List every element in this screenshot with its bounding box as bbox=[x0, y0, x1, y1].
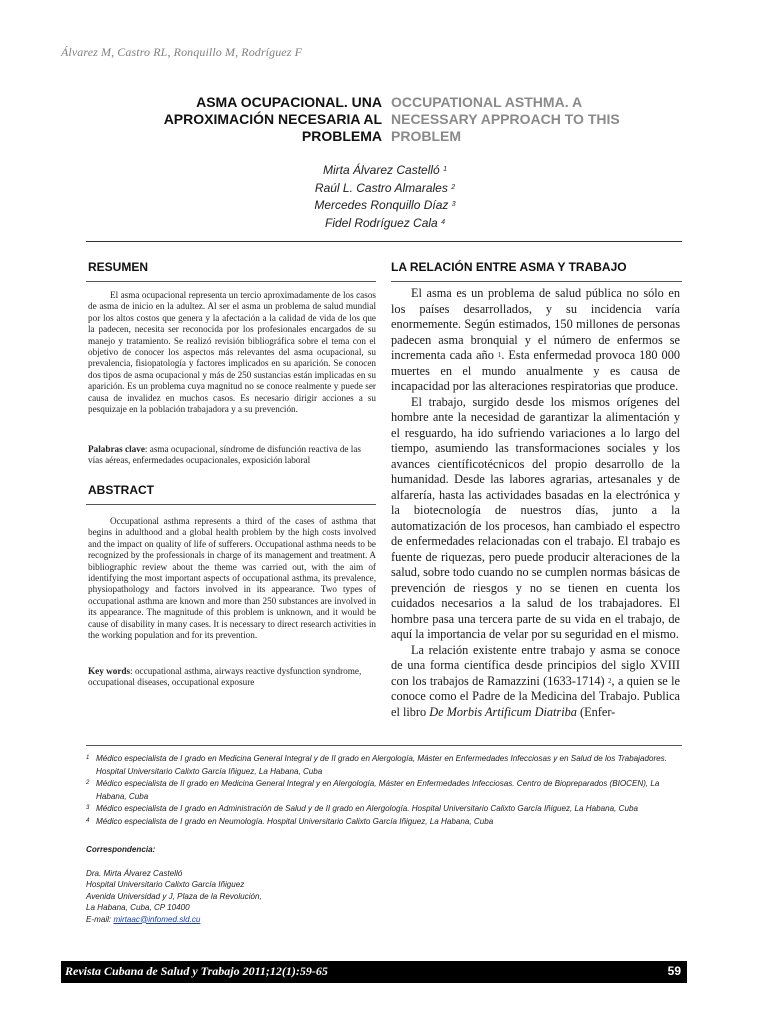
footnote bbox=[86, 803, 682, 816]
footer-bar bbox=[61, 961, 687, 983]
footnote-text: Médico especialista de I grado en Neumología. Hospital Universitario Calixto García Iñiguez, La Habana, Cuba bbox=[96, 816, 494, 826]
author-name: Raúl L. Castro Almarales bbox=[314, 180, 448, 195]
abstract-text: Occupational asthma represents a third of the cases of asthma that begins in adulthood and a global health problem by the high costs involved and the impact on quality of life of sufferers. Occupational asthma needs to be recognized by the professionals in charge of its management and treatment. A bibliographic review about the theme was carried out, with the aim of identifying the most important aspects of occupational asthma, its prevalence, physiopathology and factors involved in its appearance. Two types of occupational asthma are known and more than 250 substances are involved in its appearance. The magnitude of this problem is unknown, and it would be cause of disability in many cases. It is necessary to direct research activities in the working population and for its prevention. bbox=[88, 516, 376, 641]
author-name: Mirta Álvarez Castelló bbox=[323, 163, 440, 177]
title-english bbox=[391, 94, 620, 145]
body-paragraph bbox=[391, 286, 680, 395]
correspondence-line: Avenida Universidad y J, Plaza de la Revolución, bbox=[86, 891, 262, 901]
body-paragraph bbox=[391, 643, 680, 721]
correspondence-line: La Habana, Cuba, CP 10400 bbox=[86, 903, 190, 912]
resumen-keywords bbox=[88, 444, 376, 467]
author-mark: 1 bbox=[443, 166, 447, 173]
title-spanish bbox=[164, 94, 382, 145]
section-heading: LA RELACIÓN ENTRE ASMA Y TRABAJO bbox=[391, 260, 627, 274]
footnote-mark: 3 bbox=[86, 805, 90, 812]
footnote-text: Médico especialista de I grado en Administración de Salud y de II grado en Alergología. Hospital Universitario Calixto García Iñiguez, La Habana, Cuba bbox=[96, 804, 638, 814]
author-item bbox=[250, 215, 520, 233]
keywords-label: Key words bbox=[88, 666, 131, 676]
author-item bbox=[250, 180, 520, 198]
keywords-text: : asma ocupacional, síndrome de disfunción reactiva de las vías aéreas, enfermedades ocupacionales, exposición laboral bbox=[88, 444, 361, 466]
footnote-divider bbox=[86, 745, 682, 746]
section-underline bbox=[391, 281, 682, 282]
abstract-keywords bbox=[88, 666, 376, 689]
body-text bbox=[391, 286, 680, 720]
title-en-line: OCCUPATIONAL ASTHMA. A bbox=[391, 94, 583, 110]
author-list bbox=[250, 162, 520, 232]
footnote bbox=[86, 753, 682, 778]
title-es-line: ASMA OCUPACIONAL. UNA bbox=[196, 94, 382, 110]
text-run: El asma es un problema de salud pública no sólo en los países desarrollados, y su incidencia varía enormemente. Según estimados, 150 millones de personas padecen asma bronquial y el número de enfermos se incrementa cada año bbox=[391, 286, 680, 362]
footnote-mark: 1 bbox=[86, 755, 90, 761]
email-link[interactable]: mirtaac@infomed.sld.cu bbox=[113, 914, 201, 924]
footnote-mark: 4 bbox=[86, 817, 90, 824]
footnote-mark: 2 bbox=[86, 780, 90, 787]
abstract-heading: ABSTRACT bbox=[88, 483, 154, 497]
footnote-text: Médico especialista de II grado en Medicina General Integral y en Alergología, Máster en Enfermedades Infecciosas. Centro de Biopreparados (BIOCEN), La Habana, Cuba bbox=[96, 779, 660, 801]
citation-mark: 2 bbox=[607, 676, 612, 685]
correspondence-block bbox=[86, 844, 386, 925]
title-en-line: PROBLEM bbox=[391, 128, 461, 144]
author-mark: 4 bbox=[441, 218, 445, 226]
keywords-label: Palabras clave bbox=[88, 444, 145, 454]
citation-mark: 1 bbox=[497, 351, 502, 359]
author-mark: 3 bbox=[451, 201, 456, 208]
journal-citation: Revista Cubana de Salud y Trabajo 2011;12(1):59-65 bbox=[65, 964, 328, 978]
text-run: La relación existente entre trabajo y asma se conoce de una forma científica desde principios del siglo XVIII con los trabajos de Ramazzini (1633-1714) bbox=[391, 642, 680, 688]
correspondence-line: Dra. Mirta Álvarez Castelló bbox=[86, 868, 183, 878]
text-run: (Enfer- bbox=[576, 704, 616, 719]
body-paragraph: El trabajo, surgido desde los mismos orígenes del hombre ante la necesidad de garantizar la alimentación y el resguardo, ha ido sufriendo variaciones a lo largo del tiempo, asumiendo las transformaciones sociales y los avances científicotécnicos del propio desarrollo de la humanidad. Desde las labores agrarias, artesanales y de alfarería, hasta las actividades basadas en la electrónica y la biotecnología de nuestros días, junto a la automatización de los procesos, han cambiado el espectro de enfermedades relacionadas con el trabajo. El trabajo es fuente de riquezas, pero puede producir alteraciones de la salud, sobre todo cuando no se cumplen normas básicas de prevención de riesgos y no se tienen en cuenta los cuidados necesarios a la salud de los trabajadores. El hombre pasa una tercera parte de su vida en el trabajo, de aquí la importancia de velar por su seguridad en el mismo. bbox=[391, 394, 680, 641]
author-item bbox=[250, 197, 520, 215]
keywords-text: : occupational asthma, airways reactive dysfunction syndrome, occupational diseases, occupational exposure bbox=[88, 666, 362, 688]
resumen-underline bbox=[86, 281, 376, 282]
header-divider bbox=[86, 241, 682, 242]
resumen-text: El asma ocupacional representa un tercio aproximadamente de los casos de asma de inicio en la adultez. Al ser el asma un problema de salud mundial por los altos costos que genera y la afectación a la calidad de vida de los que la padecen, necesita ser reconocida por los profesionales encargados de su manejo y tratamiento. Se realizó revisión bibliográfica sobre el tema con el objetivo de conocer los aspectos más relevantes del asma ocupacional, su prevalencia, fisiopatología y factores implicados en su aparición. Se conocen dos tipos de asma ocupacional y más de 250 sustancias están implicadas en su aparición. Es un problema cuya magnitud no se conoce realmente y puede ser causa de invalidez en muchos casos. Es necesario dirigir acciones a su pesquizaje en la población trabajadora y a su prevención. bbox=[88, 290, 376, 415]
resumen-heading: RESUMEN bbox=[88, 260, 149, 274]
text-run: , a quien se le conoce como el Padre de la Medicina del Trabajo. Publica el libro bbox=[391, 673, 680, 719]
abstract-underline bbox=[86, 504, 376, 505]
footnote bbox=[86, 816, 682, 829]
correspondence-line: Hospital Universitario Calixto García Iñiguez bbox=[86, 880, 245, 889]
author-mark: 2 bbox=[451, 183, 456, 191]
text-run: . Esta enfermedad provoca 180 000 muertes en el mundo anualmente y es causa de incapacidad por las alteraciones respiratorias que produce. bbox=[391, 348, 680, 393]
book-title: De Morbis Artificum Diatriba bbox=[429, 704, 577, 719]
footnotes bbox=[86, 753, 682, 829]
title-es-line: APROXIMACIÓN NECESARIA AL bbox=[163, 111, 382, 127]
footnote-text: Médico especialista de I grado en Medicina General Integral y de II grado en Alergología, Máster en Enfermedades Infecciosas y en Salud de los Trabajadores. Hospital Universitario Calixto García Iñiguez, La Habana, Cuba bbox=[96, 754, 667, 776]
title-es-line: PROBLEMA bbox=[301, 128, 382, 144]
correspondence-title: Correspondencia: bbox=[86, 845, 156, 854]
author-item bbox=[250, 162, 520, 180]
running-header: Álvarez M, Castro RL, Ronquillo M, Rodríguez F bbox=[61, 45, 303, 59]
correspondence-email-line bbox=[86, 914, 386, 926]
title-en-line: NECESSARY APPROACH TO THIS bbox=[391, 111, 620, 127]
author-name: Fidel Rodríguez Cala bbox=[325, 215, 438, 230]
email-label: E-mail: bbox=[86, 914, 114, 924]
footnote bbox=[86, 778, 682, 803]
author-name: Mercedes Ronquillo Díaz bbox=[314, 198, 449, 212]
page-number: 59 bbox=[667, 964, 681, 978]
